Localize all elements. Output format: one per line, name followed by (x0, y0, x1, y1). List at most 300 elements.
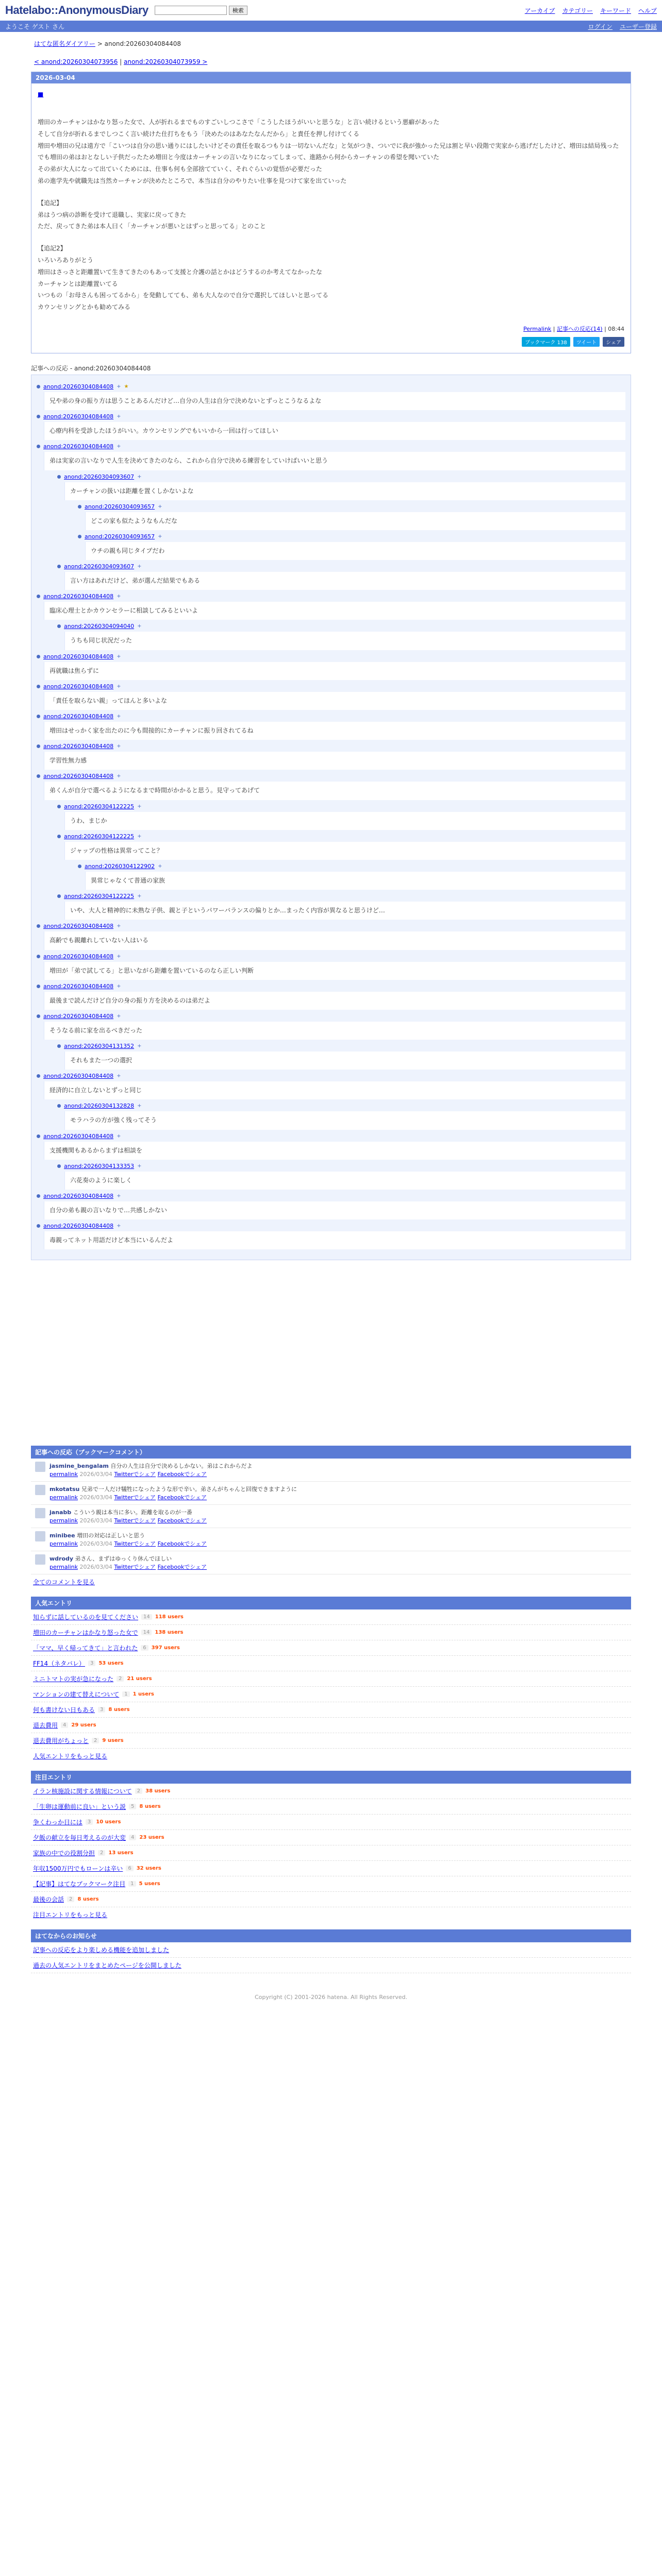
refs-heading: 記事への反応 - anond:20260304084408 (31, 364, 151, 372)
ref-item-head (78, 533, 625, 540)
prev-entry-link[interactable]: < anond:20260304073956 (34, 58, 118, 65)
add-star-icon[interactable]: + (117, 1073, 121, 1079)
entry-paragraph: 増田や増田の兄は遠方で「こいつは自分の思い通りにはしたいけどその責任を取るつもりは一切ないんだな」と気がつき、ついでに我が強かった兄は割と早い段階で実家から逃げだしたけど、増田は結局残った (38, 142, 619, 149)
add-star-icon[interactable]: + (137, 893, 142, 900)
bookmark-line (49, 1531, 207, 1539)
ref-item (37, 413, 625, 440)
ref-item (78, 533, 625, 560)
entry-list-link[interactable]: 年収1500万円でもローンは辛い (33, 1865, 123, 1873)
bookmark-users[interactable]: 53 users (98, 1660, 124, 1667)
entry-list-link[interactable]: 「ママ、早く帰ってきて」と言われた (33, 1645, 138, 1652)
add-star-icon[interactable]: + (117, 773, 121, 779)
ref-item (37, 1133, 625, 1160)
ref-item-link[interactable]: anond:20260304084408 (43, 653, 114, 660)
entry-paragraph: 増田はさっさと距離置いて生きてきたのもあって支援と介護の話とかはどうするのか考えてなかったな (38, 268, 322, 276)
entry-paragraph: 増田のカーチャンはかなり怒った女で、人が折れるまでものすごいしつこさで「こうしたほうがいいと思うな」と言い続けるという悪癖があった (38, 118, 440, 126)
add-star-icon[interactable]: + (117, 683, 121, 689)
ref-item-body: 自分の弟も親の言いなりで…共感しかない (44, 1201, 625, 1219)
news-link[interactable]: 記事への反応をより楽しめる機能を追加しました (33, 1946, 170, 1954)
section-link[interactable]: ■ (38, 91, 44, 98)
entry-list-link[interactable]: 退去費用 (33, 1722, 58, 1730)
entry-list-item (31, 1625, 631, 1640)
comment-count: 5 (129, 1804, 136, 1809)
bookmark-date: 2026/03/04 (79, 1517, 112, 1524)
footer: Copyright (C) 2001-2026 hatena. All Rights Reserved. (255, 1994, 407, 2001)
bookmark-permalink[interactable]: permalink (49, 1471, 78, 1478)
avatar (35, 1554, 45, 1565)
ref-item (37, 1073, 625, 1099)
ref-item (37, 923, 625, 950)
ref-item-head (78, 863, 625, 870)
ref-item-head (37, 1193, 625, 1199)
bullet-icon (37, 985, 40, 988)
bookmark-users[interactable]: 8 users (108, 1707, 130, 1713)
breadcrumb-current: anond:20260304084408 (104, 40, 181, 47)
ref-item-head (57, 803, 625, 810)
ref-item-link[interactable]: anond:20260304084408 (43, 383, 114, 390)
bookmark-facebook-share[interactable]: Facebookでシェア (157, 1471, 207, 1478)
bullet-icon (57, 624, 61, 628)
ref-item-head (37, 383, 625, 390)
bookmark-users[interactable]: 10 users (96, 1819, 121, 1825)
ref-link[interactable]: 記事への反応(14) (557, 325, 603, 332)
ref-item-link[interactable]: anond:20260304084408 (43, 982, 114, 990)
add-star-icon[interactable]: + (117, 1133, 121, 1139)
ref-item-body: 「責任を取らない親」ってほんと多いよな (44, 692, 625, 710)
entry-nav (31, 52, 631, 72)
bookmark-body (49, 1531, 207, 1548)
ref-item-body: 最後まで読んだけど自分の身の振り方を決めるのは弟だよ (44, 992, 625, 1010)
bookmark-facebook-share[interactable]: Facebookでシェア (157, 1494, 207, 1501)
bookmark-user[interactable]: mkotatsu (49, 1486, 80, 1493)
refs-tree (31, 375, 631, 1260)
logo-suffix: ::AnonymousDiary (51, 4, 148, 16)
hot-more-link[interactable]: 注目エントリをもっと見る (33, 1911, 108, 1919)
permalink[interactable]: Permalink (523, 325, 552, 332)
add-star-icon[interactable]: + (137, 1043, 142, 1049)
bookmark-users[interactable]: 1 users (133, 1691, 154, 1698)
ref-item-link[interactable]: anond:20260304093607 (64, 473, 135, 480)
bookmark-twitter-share[interactable]: Twitterでシェア (114, 1540, 156, 1548)
add-star-icon[interactable]: + (117, 414, 121, 420)
bookmark-user[interactable]: janabb (49, 1509, 72, 1516)
entry-list-item (31, 1687, 631, 1702)
entry-list-item (31, 1702, 631, 1718)
ref-item-link[interactable]: anond:20260304084408 (43, 593, 114, 600)
add-star-icon[interactable]: + (117, 383, 121, 389)
bookmark-users[interactable]: 21 users (127, 1676, 152, 1682)
add-star-icon[interactable]: + (117, 1193, 121, 1199)
bullet-icon (37, 715, 40, 718)
register-link[interactable]: ユーザー登録 (619, 23, 657, 30)
add-star-icon[interactable]: + (137, 564, 142, 570)
add-star-icon[interactable]: + (137, 1103, 142, 1109)
bookmark-comment: 弟さん、まずはゆっくり休んでほしい (75, 1555, 172, 1563)
ref-item-link[interactable]: anond:20260304084408 (43, 1132, 114, 1140)
comment-count: 2 (92, 1738, 99, 1743)
bookmark-date: 2026/03/04 (79, 1471, 112, 1478)
ref-item-body: 弟は実家の言いなりで人生を決めてきたのなら、これから自分で決める練習をしていけばいいと思う (44, 452, 625, 470)
entry-list-item (31, 1784, 631, 1799)
ref-item-body: 経済的に自立しないとずっと同じ (44, 1081, 625, 1099)
entry-list-link[interactable]: 夕飯の献立を毎日考えるのが大変 (33, 1834, 126, 1842)
entry-paragraph: 弟の進学先や就職先は当然カーチャンが決めたところで、本当は自分のやりたい仕事を見つけて家を出ていった (38, 177, 347, 184)
bullet-icon (78, 865, 81, 868)
ref-item-head (37, 593, 625, 600)
bookmark-users[interactable]: 8 users (139, 1804, 161, 1810)
bookmark-user[interactable]: wdrody (49, 1555, 74, 1563)
search-button[interactable]: 検索 (229, 6, 247, 15)
bookmark-row (31, 1505, 631, 1528)
top-links (525, 6, 657, 15)
entry-list-link[interactable]: 退去費用がちょっと (33, 1737, 89, 1745)
ref-item-link[interactable]: anond:20260304084408 (43, 413, 114, 420)
ref-item-head (57, 833, 625, 840)
hot-list (31, 1784, 631, 1907)
ref-item (37, 593, 625, 620)
bookmark-twitter-share[interactable]: Twitterでシェア (114, 1494, 156, 1501)
ref-item (37, 773, 625, 800)
comment-count: 4 (61, 1722, 68, 1728)
ref-item-body: うちも同じ状況だった (64, 632, 625, 650)
add-star-icon[interactable]: + (117, 653, 121, 659)
ref-item-body: 増田が「弟で試してる」と思いながら距離を置いているのなら正しい判断 (44, 962, 625, 980)
entry-list-link[interactable]: 「生卵は運動前に良い」という説 (33, 1803, 126, 1811)
ref-item-link[interactable]: anond:20260304132828 (64, 1103, 135, 1110)
ref-item-head (37, 443, 625, 450)
ref-item-link[interactable]: anond:20260304084408 (43, 773, 114, 780)
bookmark-row (31, 1482, 631, 1505)
breadcrumb (31, 32, 631, 52)
ref-item-link[interactable]: anond:20260304093657 (85, 533, 155, 540)
add-star-icon[interactable]: + (117, 594, 121, 600)
ref-item-link[interactable]: anond:20260304084408 (43, 743, 114, 750)
add-star-icon[interactable]: + (117, 714, 121, 720)
add-star-icon[interactable]: + (117, 923, 121, 929)
ref-item (57, 803, 625, 830)
add-star-icon[interactable]: + (117, 1223, 121, 1229)
ref-item (78, 503, 625, 530)
ref-item-body: ジャップの性格は異常ってこと？ (64, 842, 625, 860)
archive-link[interactable]: アーカイブ (524, 7, 555, 14)
ref-item (37, 1013, 625, 1040)
add-star-icon[interactable]: + (117, 1013, 121, 1019)
next-entry-link[interactable]: anond:20260304073959 > (124, 58, 208, 65)
bookmark-line (49, 1554, 207, 1563)
comment-count: 2 (67, 1896, 74, 1902)
ref-item (57, 473, 625, 500)
bookmark-date: 2026/03/04 (79, 1564, 112, 1571)
day-date: 2026-03-04 (31, 72, 631, 83)
bookmark-users[interactable]: 38 users (145, 1788, 171, 1794)
ref-item-link[interactable]: anond:20260304093607 (64, 563, 135, 570)
entry-footer: Permalink | 記事への反応(14) | 08:44 (523, 325, 624, 332)
entry-list-item (31, 1733, 631, 1749)
comment-count: 2 (135, 1788, 142, 1794)
ref-item-link[interactable]: anond:20260304133353 (64, 1162, 135, 1170)
breadcrumb-home[interactable]: はてな匿名ダイアリー (34, 40, 95, 47)
help-link[interactable]: ヘルプ (638, 7, 657, 14)
bullet-icon (57, 1104, 61, 1108)
bullet-icon (78, 505, 81, 509)
ref-item-link[interactable]: anond:20260304084408 (43, 713, 114, 720)
bookmark-line (49, 1485, 297, 1493)
ref-item (37, 953, 625, 980)
main-content (31, 32, 631, 2013)
add-star-icon[interactable]: + (117, 953, 121, 959)
ref-item-body: そうなる前に家を出るべきだった (44, 1022, 625, 1040)
entry-list-link[interactable]: マンションの建て替えについて (33, 1691, 120, 1699)
comment-count: 1 (122, 1691, 129, 1697)
bookmark-comments-heading: 記事への反応（ブックマークコメント） (31, 1446, 631, 1459)
ref-item-link[interactable]: anond:20260304084408 (43, 953, 114, 960)
entry-paragraph: 弟はうつ病の診断を受けて退職し、実家に戻ってきた (38, 211, 187, 218)
entry-paragraph: 【追記】 (38, 199, 63, 207)
ref-item-link[interactable]: anond:20260304131352 (64, 1043, 135, 1050)
entry-list-link[interactable]: 知らずに話しているのを見てください (33, 1614, 139, 1621)
bookmark-comment: 自分の人生は自分で決めるしかない。弟はこれからだよ (110, 1463, 253, 1470)
ref-item-head (57, 1163, 625, 1170)
bookmark-users[interactable]: 32 users (136, 1866, 161, 1872)
bookmark-permalink[interactable]: permalink (49, 1494, 78, 1501)
entry-list-item (31, 1799, 631, 1815)
comment-count: 3 (86, 1819, 93, 1825)
bookmark-comment: 兄弟で一人だけ犠牲になったような形で辛い。弟さんがちゃんと回復できますように (81, 1486, 297, 1493)
ref-item-body: ウチの親も同じタイプだわ (85, 542, 625, 560)
bookmark-users[interactable]: 138 users (155, 1630, 184, 1636)
search-input[interactable] (155, 6, 227, 15)
ref-item-head (37, 773, 625, 779)
ref-item (57, 563, 625, 590)
bullet-icon (57, 1164, 61, 1168)
bookmark-twitter-share[interactable]: Twitterでシェア (114, 1471, 156, 1478)
ref-item-head (78, 503, 625, 510)
login-link[interactable]: ログイン (588, 23, 613, 30)
ref-item-link[interactable]: anond:20260304122225 (64, 893, 135, 900)
add-star-icon[interactable]: + (117, 743, 121, 750)
bookmark-row (31, 1459, 631, 1482)
entry-paragraph: でも増田の弟はおとなしい子供だったため増田と今度はカーチャンの言いなりになってしまって、進路から何からカーチャンの希望を聞いていた (38, 154, 440, 161)
bookmark-users[interactable]: 13 users (108, 1850, 134, 1856)
comment-count: 2 (98, 1850, 105, 1856)
bookmark-users[interactable]: 397 users (151, 1645, 180, 1651)
bookmark-twitter-share[interactable]: Twitterでシェア (114, 1517, 156, 1524)
add-star-icon[interactable]: + (117, 983, 121, 989)
add-star-icon[interactable]: + (137, 1163, 142, 1169)
ref-item-head (57, 563, 625, 570)
bullet-icon (57, 894, 61, 898)
comment-count: 6 (126, 1866, 133, 1871)
bookmark-date: 2026/03/04 (79, 1494, 112, 1501)
ref-item-body: 臨床心理士とかカウンセラーに相談してみるといいよ (44, 602, 625, 620)
popular-list (31, 1609, 631, 1749)
ref-item-head (37, 1133, 625, 1140)
ref-item (37, 443, 625, 470)
bookmark-facebook-share[interactable]: Facebookでシェア (157, 1540, 207, 1548)
ref-item-link[interactable]: anond:20260304084408 (43, 443, 114, 450)
ref-item-link[interactable]: anond:20260304122902 (85, 862, 155, 870)
add-star-icon[interactable]: + (158, 503, 162, 510)
ref-item-body: 毒親ってネット用語だけど本当にいるんだよ (44, 1231, 625, 1249)
bookmark-permalink[interactable]: permalink (49, 1564, 78, 1571)
avatar (35, 1485, 45, 1495)
ref-item-body: モラハラの方が強く残ってそう (64, 1111, 625, 1129)
ref-item-head (37, 923, 625, 929)
ref-item-link[interactable]: anond:20260304084408 (43, 1073, 114, 1080)
comment-count: 14 (141, 1614, 152, 1620)
bookmark-body (49, 1462, 252, 1478)
comment-count: 1 (128, 1881, 136, 1887)
news-heading: はてなからのお知らせ (31, 1929, 631, 1942)
ref-item (57, 1103, 625, 1129)
avatar (35, 1508, 45, 1518)
bullet-icon (37, 924, 40, 928)
ref-item-head (37, 683, 625, 690)
ref-item-body: いや、大人と精神的に未熟な子供、親と子というパワーバランスの偏りとか…まったく内容が異なると思うけど… (64, 902, 625, 920)
entry-paragraph: そして自分が折れるまでしつこく言い続けた仕打ちをもう「決めたのはあなたなんだから」と責任を押し付けてくる (38, 130, 360, 138)
bookmark-users[interactable]: 8 users (77, 1896, 99, 1903)
add-star-icon[interactable]: + (117, 444, 121, 450)
bookmark-users[interactable]: 9 users (102, 1738, 124, 1744)
ref-item (37, 683, 625, 710)
entry-paragraph: カウンセリングとかも勧めてみる (38, 303, 131, 311)
ref-item (78, 863, 625, 890)
ref-item-link[interactable]: anond:20260304084408 (43, 1223, 114, 1230)
bullet-icon (57, 1044, 61, 1048)
bookmark-line (49, 1508, 207, 1516)
entry-list-link[interactable]: 増田のカーチャンはかなり怒った女で (33, 1629, 138, 1637)
bookmark-links (49, 1539, 207, 1548)
nav-sep: | (118, 58, 124, 65)
entry-list-link[interactable]: FF14（ネタバレ） (33, 1660, 85, 1668)
bookmark-comment: 増田の対応は正しいと思う (77, 1532, 145, 1539)
bullet-icon (37, 1224, 40, 1228)
ref-item-body: それもまた一つの選択 (64, 1052, 625, 1070)
add-star-icon[interactable]: + (137, 833, 142, 839)
bookmark-permalink[interactable]: permalink (49, 1540, 78, 1548)
entry-list-link[interactable]: イラン核施設に関する情報について (33, 1788, 132, 1795)
entry-paragraph: ただ、戻ってきた弟は本人曰く「カーチャンが悪いとはずっと思ってる」とのこと (38, 223, 266, 230)
popular-more-link[interactable]: 人気エントリをもっと見る (33, 1753, 108, 1760)
ref-item-body: 学習性無力感 (44, 752, 625, 770)
welcome-text: ようこそ ゲスト さん (5, 23, 65, 30)
entry-list-item (31, 1640, 631, 1656)
ref-item (37, 1193, 625, 1219)
ref-item (37, 1223, 625, 1249)
bookmark-row (31, 1528, 631, 1551)
ref-item-link[interactable]: anond:20260304084408 (43, 923, 114, 930)
ref-item (37, 713, 625, 740)
news-link[interactable]: 過去の人気エントリをまとめたページを公開しました (33, 1962, 181, 1970)
entry-list-link[interactable]: 家族の中での役割分担 (33, 1850, 95, 1857)
ref-item-body: 六花奏のように楽しく (64, 1172, 625, 1190)
keyword-link[interactable]: キーワード (600, 7, 631, 14)
tweet-button[interactable]: ツイート (573, 337, 600, 347)
bookmark-twitter-share[interactable]: Twitterでシェア (114, 1564, 156, 1571)
comment-count: 6 (141, 1645, 148, 1651)
entry-paragraph: 【追記2】 (38, 245, 67, 252)
add-star-icon[interactable]: + (137, 473, 142, 480)
ref-item-body: うわ、まじか (64, 812, 625, 830)
entry-time: 08:44 (608, 325, 624, 332)
bullet-icon (57, 475, 61, 479)
entry-list-item (31, 1876, 631, 1892)
star-icon: ★ (124, 383, 129, 389)
ref-item (37, 983, 625, 1010)
bullet-icon (37, 595, 40, 598)
entry-paragraph: いろいろありがとう (38, 256, 94, 264)
ref-item-head (37, 1223, 625, 1229)
bookmark-users[interactable]: 5 users (139, 1881, 160, 1887)
bookmark-user[interactable]: minibee (49, 1532, 75, 1539)
ref-item-link[interactable]: anond:20260304093657 (85, 503, 155, 510)
ref-item-body: 異常じゃなくて普通の家族 (85, 872, 625, 890)
ref-item-link[interactable]: anond:20260304122225 (64, 803, 135, 810)
add-star-icon[interactable]: + (158, 533, 162, 539)
bullet-icon (37, 1074, 40, 1078)
add-star-icon[interactable]: + (137, 623, 142, 630)
ref-item-head (37, 1073, 625, 1079)
ref-item-head (57, 473, 625, 480)
bookmark-users[interactable]: 23 users (139, 1835, 164, 1841)
category-link[interactable]: カテゴリー (562, 7, 593, 14)
entry-blank (38, 187, 624, 197)
bookmark-users[interactable]: 118 users (155, 1614, 184, 1620)
ref-item-body: 支援機関もあるからまずは相談を (44, 1142, 625, 1160)
bookmark-facebook-share[interactable]: Facebookでシェア (157, 1564, 207, 1571)
ref-item-link[interactable]: anond:20260304084408 (43, 1193, 114, 1200)
bookmark-permalink[interactable]: permalink (49, 1517, 78, 1524)
entry-list-link[interactable]: 争くわっか日には (33, 1819, 82, 1826)
entry-blank (38, 232, 624, 243)
add-star-icon[interactable]: + (158, 863, 162, 869)
entry-paragraph: その弟が大人になって出ていくためには、仕事も何も全部捨てていく、それぐらいの覚悟が必要だった (38, 165, 322, 173)
bookmark-links (49, 1563, 207, 1571)
ref-item-body: 再就職は焦らずに (44, 662, 625, 680)
bookmark-facebook-share[interactable]: Facebookでシェア (157, 1517, 207, 1524)
ref-item-link[interactable]: anond:20260304084408 (43, 683, 114, 690)
facebook-share-button[interactable]: シェア (603, 337, 624, 347)
ref-item-body: 増田はせっかく家を出たのに今も間接的にカーチャンに振り回されてるね (44, 722, 625, 740)
entry-list-link[interactable]: ミニトマトの実が急になった (33, 1675, 114, 1683)
ref-item-body: 心療内科を受診したほうがいい。カウンセリングでもいいから一回は行ってほしい (44, 422, 625, 440)
breadcrumb-sep: > (95, 40, 105, 47)
add-star-icon[interactable]: + (137, 803, 142, 809)
all-comments-link[interactable]: 全てのコメントを見る (33, 1579, 95, 1586)
avatar (35, 1531, 45, 1541)
entry-list-item (31, 1718, 631, 1733)
ref-item-link[interactable]: anond:20260304094040 (64, 623, 135, 630)
news-item (31, 1942, 631, 1958)
bookmark-body (49, 1508, 207, 1524)
entry-list-link[interactable]: 最後の会話 (33, 1896, 64, 1904)
bookmark-users[interactable]: 29 users (71, 1722, 96, 1728)
bullet-icon (78, 535, 81, 538)
bookmark-user[interactable]: jasmine_bengalam (49, 1463, 109, 1470)
entry-list-link[interactable]: 【記事】はてなブックマーク注目 (33, 1880, 126, 1888)
bookmark-body (49, 1554, 207, 1571)
user-bar (0, 21, 662, 32)
ref-item-link[interactable]: anond:20260304122225 (64, 833, 135, 840)
entry-list-item (31, 1815, 631, 1830)
ref-item-head (37, 953, 625, 960)
diary-day (31, 72, 631, 353)
entry-list-item (31, 1656, 631, 1671)
entry-list-link[interactable]: 何も書けない日もある (33, 1706, 95, 1714)
site-logo[interactable]: Hatelabo::AnonymousDiary (5, 4, 148, 16)
ref-item-link[interactable]: anond:20260304084408 (43, 1012, 114, 1020)
hatena-bookmark-button[interactable]: ブックマーク 138 (522, 337, 570, 347)
